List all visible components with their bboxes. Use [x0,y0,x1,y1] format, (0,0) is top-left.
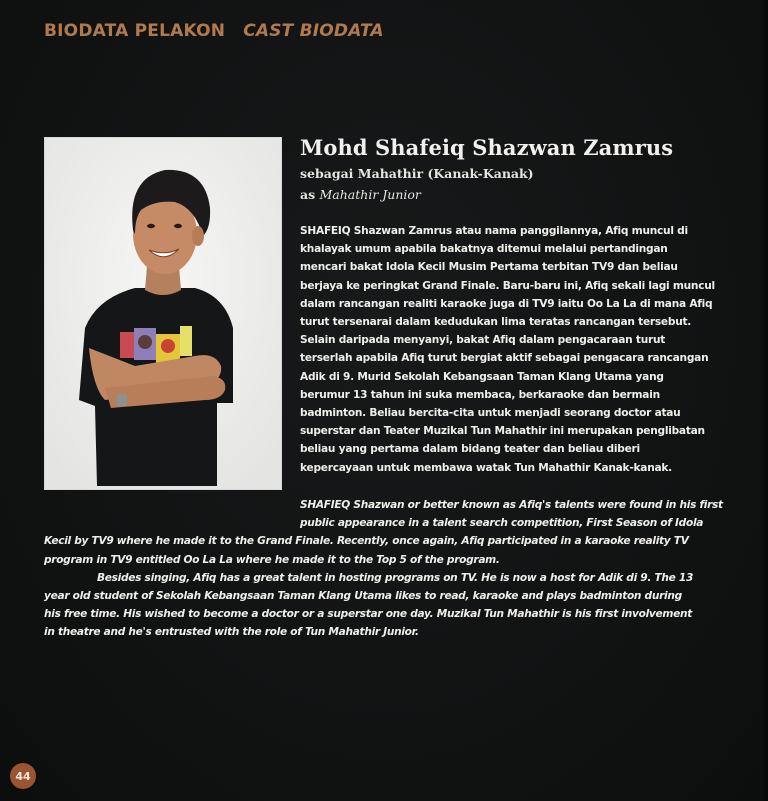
bio-en-line: program in TV9 entitled Oo La La where he made it to the Top 5 of the program. [44,553,500,566]
section-header [44,21,384,41]
bio-ms-line: kepercayaan untuk membawa watak Tun Mahathir Kanak-kanak. [300,461,672,474]
bio-ms-line: Adik di 9. Murid Sekolah Kebangsaan Taman Klang Utama yang [300,370,664,383]
bio-ms-line: Selain daripada menyanyi, bakat Afiq dalam pengacaraan turut [300,334,666,347]
bio-en-line: SHAFIEQ Shazwan or better known as Afiq's talents were found in his first [300,499,723,511]
bio-ms-line: dalam rancangan realiti karaoke juga di TV9 iaitu Oo La La di mana Afiq [300,297,713,310]
role-english-name: Mahathir Junior [319,187,421,202]
bio-ms-line: terserlah apabila Afiq turut bergiat aktif sebagai pengacara rancangan [300,352,709,365]
bio-ms-line: mencari bakat Idola Kecil Musim Pertama terbitan TV9 dan beliau [300,261,678,274]
bio-en-line: year old student of Sekolah Kebangsaan Taman Klang Utama likes to read, karaoke and plays badminton during [44,590,682,603]
bio-en-line: Kecil by TV9 where he made it to the Grand Finale. Recently, once again, Afiq participated in a karaoke reality TV [44,535,689,548]
bio-ms-line: beliau yang pertama dalam bidang teater dan beliau diberi [300,443,640,456]
bio-ms-line: turut tersenarai dalam kedudukan lima teratas rancangan tersebut. [300,316,692,329]
role-english-prefix: as [300,187,316,202]
boy-portrait-illustration [45,138,281,489]
header-title-en: CAST BIODATA [243,21,384,41]
bio-en-line: in theatre and he's entrusted with the role of Tun Mahathir Junior. [44,626,419,639]
bio-en-line: public appearance in a talent search competition, First Season of Idola [300,517,704,530]
bio-en-line: his free time. His wished to become a doctor or a superstar one day. Muzikal Tun Mahathir is his first involvement [44,608,693,621]
biography-malay [300,222,740,477]
portrait-photo [44,137,282,490]
header-title-ms: BIODATA PELAKON [44,21,226,41]
bio-en-line: Besides singing, Afiq has a great talent in hosting programs on TV. He is now a host for Adik di 9. The 13 [97,571,694,584]
bio-ms-line: khalayak umum apabila bakatnya ditemui melalui pertandingan [300,243,668,256]
biography-english [44,496,744,642]
bio-ms-line: superstar dan Teater Muzikal Tun Mahathir ini merupakan penglibatan [300,425,705,438]
page-edge-shadow [760,0,768,801]
page-number-badge: 44 [10,763,36,789]
bio-ms-line: SHAFEIQ Shazwan Zamrus atau nama panggilannya, Afiq muncul di [300,225,688,237]
bio-ms-line: badminton. Beliau bercita-cita untuk menjadi seorang doctor atau [300,407,681,420]
cast-name: Mohd Shafeiq Shazwan Zamrus [300,135,674,160]
role-malay: sebagai Mahathir (Kanak-Kanak) [300,166,534,181]
bio-ms-line: berumur 13 tahun ini suka membaca, berkaraoke dan bermain [300,388,660,401]
role-english [300,187,421,202]
bio-ms-line: berjaya ke peringkat Grand Finale. Baru-baru ini, Afiq sekali lagi muncul [300,279,715,292]
